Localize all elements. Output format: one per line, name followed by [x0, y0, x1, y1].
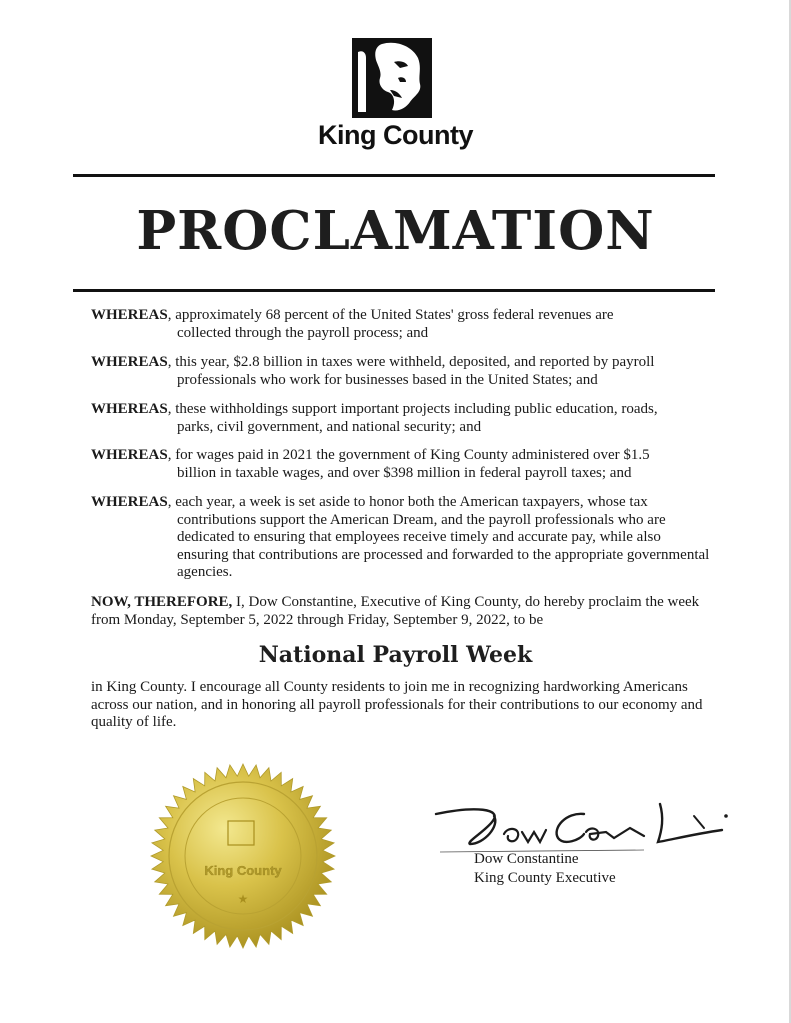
event-title: National Payroll Week: [258, 642, 533, 668]
therefore-clause: [91, 594, 711, 629]
whereas-line: , each year, a week is set aside to honor both the American taxpayers, whose tax: [167, 494, 648, 510]
whereas-line: , approximately 68 percent of the United States' gross federal revenues are: [167, 307, 614, 323]
gold-seal: [150, 763, 336, 949]
whereas-clause-4: [91, 447, 711, 482]
seal-star-icon: ★: [237, 892, 249, 906]
whereas-continuation: contributions support the American Dream, and the payroll professionals who are dedicated to ensuring that employees receive timely and accurate pay, while also ensuring that contributions are processed and forwarded to the appropriate governmental agencies.: [177, 511, 710, 580]
closing-paragraph: in King County. I encourage all County residents to join me in recognizing hardworking Americans across our nation, and in honoring all payroll professionals for their contributions to our economy and quality of life.: [91, 679, 703, 730]
whereas-keyword: WHEREAS: [91, 354, 168, 370]
whereas-keyword: WHEREAS: [91, 447, 168, 463]
whereas-clause-2: [91, 354, 711, 389]
whereas-continuation: parks, civil government, and national security; and: [177, 418, 482, 435]
whereas-clause-5: [91, 494, 711, 582]
whereas-line: , these withholdings support important projects including public education, roads,: [167, 401, 658, 417]
therefore-keyword: NOW, THEREFORE,: [91, 594, 233, 610]
whereas-continuation: professionals who work for businesses based in the United States; and: [177, 371, 598, 388]
whereas-line: , for wages paid in 2021 the government of King County administered over $1.5: [167, 447, 650, 463]
signer-role: King County Executive: [474, 870, 616, 886]
whereas-continuation: billion in taxable wages, and over $398 million in federal payroll taxes; and: [177, 464, 632, 481]
whereas-keyword: WHEREAS: [91, 307, 168, 323]
seal-text: King County: [204, 863, 282, 878]
top-rule: [73, 174, 715, 177]
whereas-clause-1: [91, 307, 711, 342]
therefore-text: I, Dow Constantine, Executive of King County, do hereby proclaim the week from Monday, September 5, 2022 through Friday, September 9, 2022, to be: [91, 594, 700, 628]
whereas-keyword: WHEREAS: [91, 494, 168, 510]
signer-name: Dow Constantine: [474, 851, 579, 867]
king-county-logo-icon: [352, 38, 432, 118]
page-title: PROCLAMATION: [136, 200, 655, 262]
whereas-keyword: WHEREAS: [91, 401, 168, 417]
whereas-clause-3: [91, 401, 711, 436]
whereas-continuation: collected through the payroll process; and: [177, 324, 429, 341]
brand-name: King County: [318, 120, 473, 150]
whereas-line: , this year, $2.8 billion in taxes were withheld, deposited, and reported by payroll: [167, 354, 655, 370]
bottom-rule: [73, 289, 715, 292]
